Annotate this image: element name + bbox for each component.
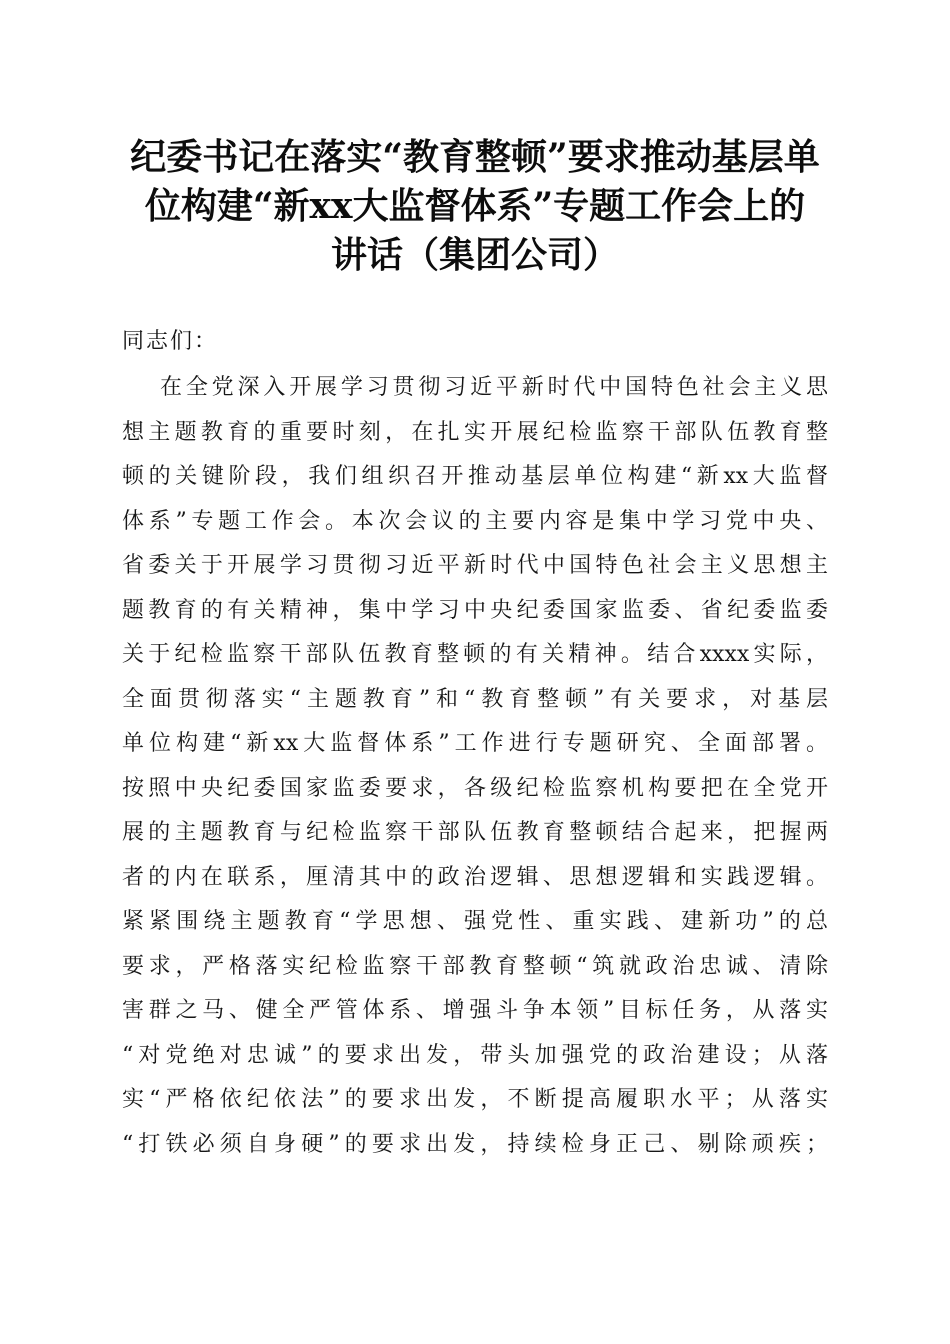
body-line: 者的内在联系，厘清其中的政治逻辑、思想逻辑和实践逻辑。 <box>122 864 828 890</box>
body-line: 顿的关键阶段，我们组织召开推动基层单位构建“新xx大监督 <box>122 464 828 489</box>
body-line: “打铁必须自身硬”的要求出发，持续检身正己、剔除顽疾； <box>122 1131 828 1157</box>
document-title <box>100 133 850 280</box>
speech-body <box>122 366 828 1167</box>
body-line: 害群之马、健全严管体系、增强斗争本领”目标任务，从落实 <box>122 998 828 1023</box>
body-line: 在全党深入开展学习贯彻习近平新时代中国特色社会主义思 <box>160 375 828 400</box>
body-line: 全面贯彻落实“主题教育”和“教育整顿”有关要求，对基层 <box>122 686 828 712</box>
title-line-3: 讲话（集团公司） <box>330 234 619 276</box>
body-line: 紧紧围绕主题教育“学思想、强党性、重实践、建新功”的总 <box>122 909 828 934</box>
body-line: 体系”专题工作会。本次会议的主要内容是集中学习党中央、 <box>122 508 828 534</box>
body-line: 单位构建“新xx大监督体系”工作进行专题研究、全面部署。 <box>122 731 828 756</box>
body-line: 题教育的有关精神，集中学习中央纪委国家监委、省纪委监委 <box>122 597 828 623</box>
body-line: 展的主题教育与纪检监察干部队伍教育整顿结合起来，把握两 <box>122 820 828 845</box>
body-line: 想主题教育的重要时刻，在扎实开展纪检监察干部队伍教育整 <box>122 419 828 445</box>
body-line: 关于纪检监察干部队伍教育整顿的有关精神。结合xxxx实际， <box>122 642 828 667</box>
title-line-1: 纪委书记在落实“教育整顿”要求推动基层单 <box>130 136 820 178</box>
body-line: 省委关于开展学习贯彻习近平新时代中国特色社会主义思想主 <box>122 553 828 578</box>
body-line: 按照中央纪委国家监委要求，各级纪检监察机构要把在全党开 <box>122 775 828 801</box>
body-line: 实“严格依纪依法”的要求出发，不断提高履职水平；从落实 <box>122 1087 828 1112</box>
title-line-2: 位构建“新xx大监督体系”专题工作会上的 <box>144 185 806 227</box>
body-line: 要求，严格落实纪检监察干部教育整顿“筑就政治忠诚、清除 <box>122 953 828 979</box>
salutation: 同志们： <box>122 329 219 354</box>
body-line: “对党绝对忠诚”的要求出发，带头加强党的政治建设；从落 <box>122 1042 828 1068</box>
